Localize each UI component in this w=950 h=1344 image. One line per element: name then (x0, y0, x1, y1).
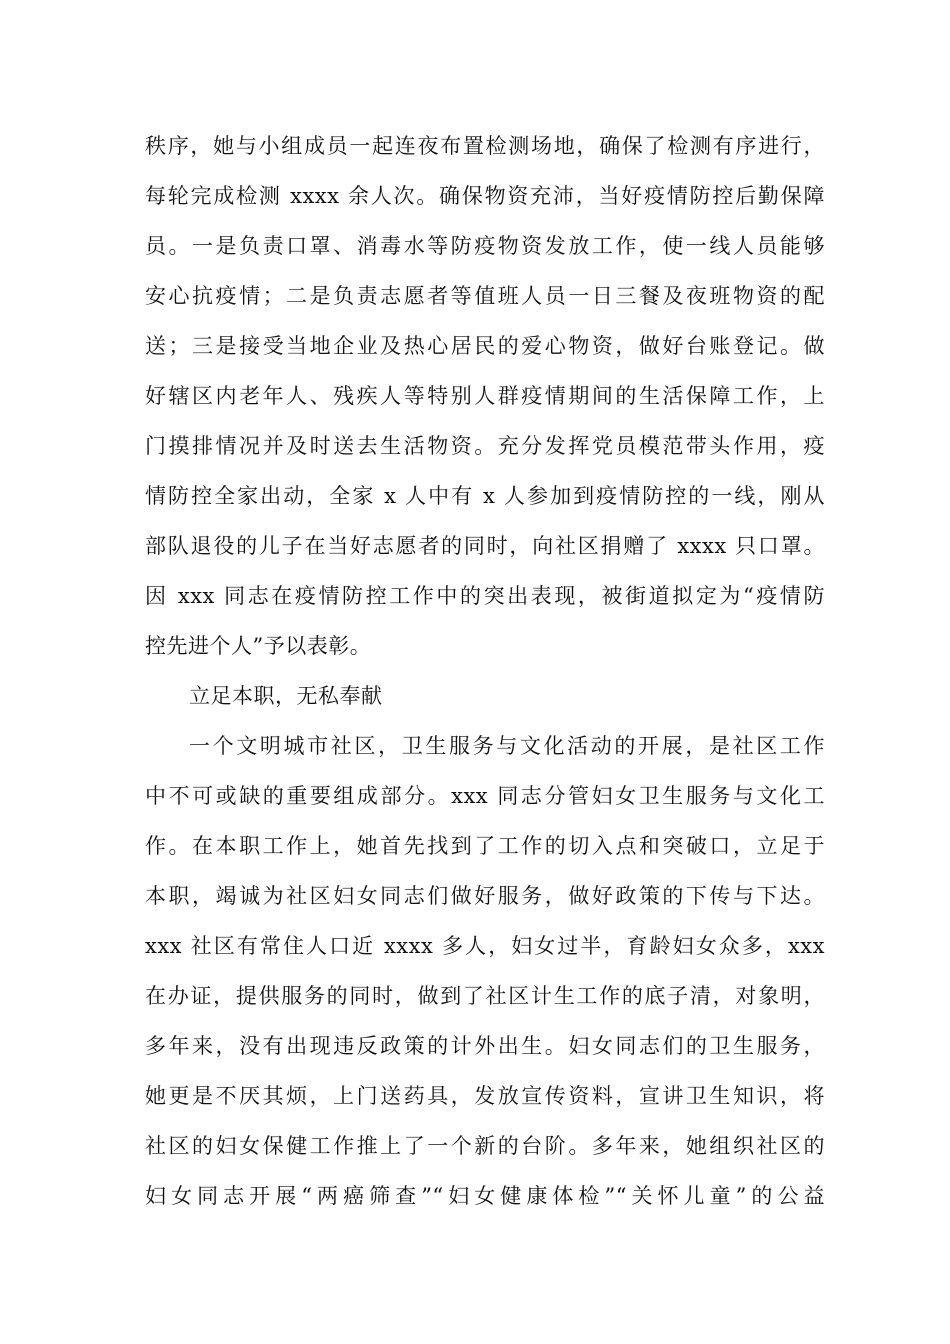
text-line: 好辖区内老年人、残疾人等特别人群疫情期间的生活保障工作，上 (145, 384, 825, 408)
text-line: 在办证，提供服务的同时，做到了社区计生工作的底子清，对象明， (145, 984, 825, 1008)
text-line: 每轮完成检测 xxxx 余人次。确保物资充沛，当好疫情防控后勤保障 (145, 184, 825, 208)
text-line: 妇女同志开展“两癌筛查”“妇女健康体检”“关怀儿童”的公益 (145, 1184, 825, 1208)
text-line: 员。一是负责口罩、消毒水等防疫物资发放工作，使一线人员能够 (145, 234, 825, 258)
text-line: 一个文明城市社区，卫生服务与文化活动的开展，是社区工作 (189, 734, 825, 758)
text-line: 部队退役的儿子在当好志愿者的同时，向社区捐赠了 xxxx 只口罩。 (145, 534, 825, 558)
text-line: 中不可或缺的重要组成部分。xxx 同志分管妇女卫生服务与文化工 (145, 784, 825, 808)
section-heading: 立足本职，无私奉献 (189, 684, 383, 708)
text-line: 安心抗疫情；二是负责志愿者等值班人员一日三餐及夜班物资的配 (145, 284, 825, 308)
text-line: 本职，竭诚为社区妇女同志们做好服务，做好政策的下传与下达。 (145, 884, 825, 908)
text-line: 控先进个人”予以表彰。 (145, 634, 372, 658)
text-line: 她更是不厌其烦，上门送药具，发放宣传资料，宣讲卫生知识，将 (145, 1084, 825, 1108)
document-body (145, 128, 825, 1228)
text-line: xxx 社区有常住人口近 xxxx 多人，妇女过半，育龄妇女众多，xxx (145, 934, 825, 958)
text-line: 社区的妇女保健工作推上了一个新的台阶。多年来，她组织社区的 (145, 1134, 825, 1158)
text-line: 秩序，她与小组成员一起连夜布置检测场地，确保了检测有序进行， (145, 134, 825, 158)
text-line: 情防控全家出动，全家 x 人中有 x 人参加到疫情防控的一线，刚从 (145, 484, 825, 508)
text-line: 作。在本职工作上，她首先找到了工作的切入点和突破口，立足于 (145, 834, 825, 858)
text-line: 多年来，没有出现违反政策的计外出生。妇女同志们的卫生服务， (145, 1034, 825, 1058)
text-line: 门摸排情况并及时送去生活物资。充分发挥党员模范带头作用，疫 (145, 434, 825, 458)
text-line: 因 xxx 同志在疫情防控工作中的突出表现，被街道拟定为“疫情防 (145, 584, 825, 608)
text-line: 送；三是接受当地企业及热心居民的爱心物资，做好台账登记。做 (145, 334, 825, 358)
